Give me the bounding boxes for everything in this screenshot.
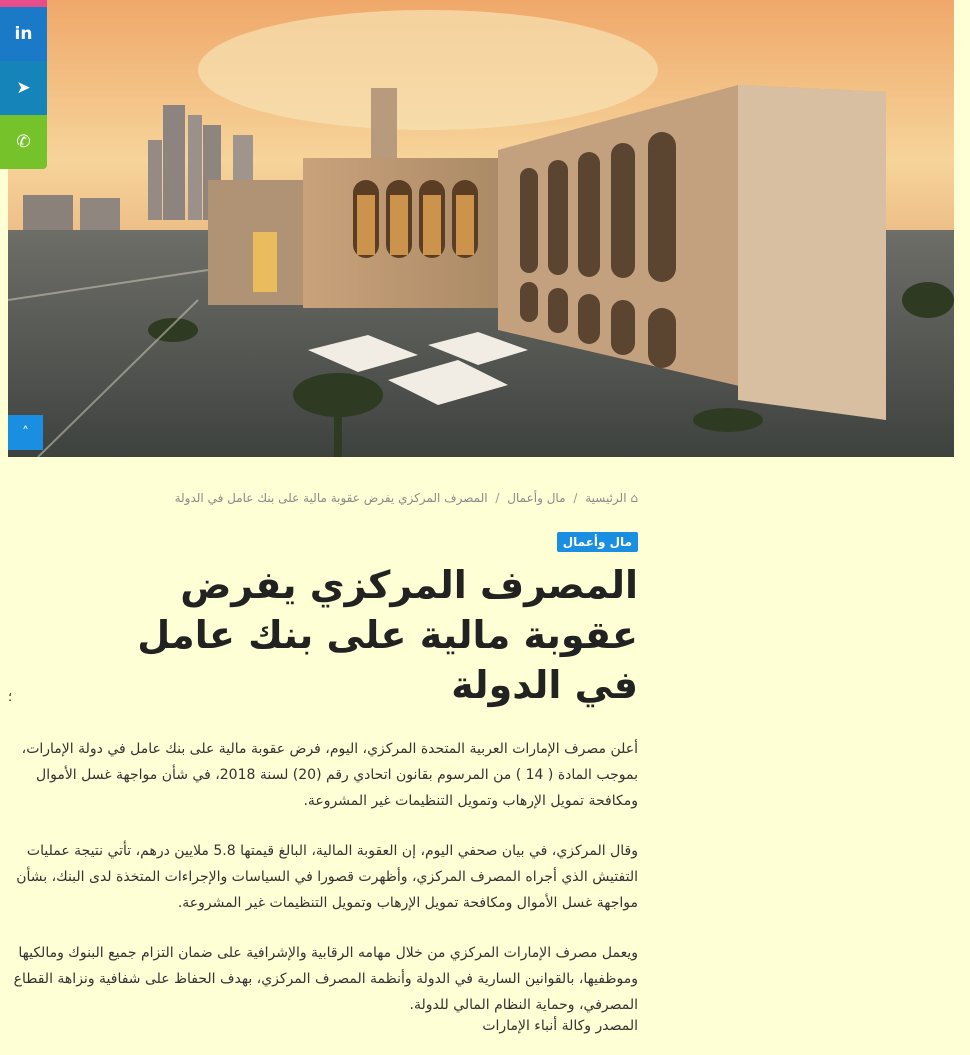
breadcrumb-current: المصرف المركزي يفرض عقوبة مالية على بنك عامل في الدولة: [174, 491, 488, 505]
article-title: المصرف المركزي يفرض عقوبة مالية على بنك عامل في الدولة: [137, 563, 638, 707]
whatsapp-icon: ✆: [16, 132, 31, 152]
breadcrumb-home-link[interactable]: الرئيسية: [585, 491, 627, 505]
telegram-icon: ➤: [16, 78, 31, 98]
category-badge[interactable]: مال وأعمال: [557, 532, 638, 552]
central-bank-building-illustration: [8, 0, 954, 457]
share-whatsapp-button[interactable]: [0, 115, 47, 169]
share-telegram-button[interactable]: [0, 61, 47, 115]
share-linkedin-button[interactable]: [0, 7, 47, 61]
linkedin-icon: in: [14, 24, 33, 44]
hero-image: [8, 0, 954, 457]
article-paragraph: أعلن مصرف الإمارات العربية المتحدة المركزي، اليوم، فرض عقوبة مالية على بنك عامل في دولة الإمارات، بموجب المادة ( 14 ) من المرسوم بقانون اتحادي رقم (20) لسنة 2018، في شأن مواجهة غسل الأموال ومكافحة تمويل الإرهاب وتمويل التنظيمات غير المشروعة.: [21, 741, 638, 809]
meta-separator: ؛: [8, 690, 13, 705]
share-bar-accent: [0, 0, 47, 7]
share-bar: [0, 0, 47, 169]
article-paragraph: ويعمل مصرف الإمارات المركزي من خلال مهامه الرقابية والإشرافية على ضمان التزام جميع البنوك ومالكيها وموظفيها، بالقوانين السارية في الدولة وأنظمة المصرف المركزي، بهدف الحفاظ على شفافية ونزاهة القطاع المصرفي، وحماية النظام المالي للدولة.: [13, 945, 638, 1013]
chevron-up-icon: ˄: [22, 424, 29, 441]
article-source: المصدر وكالة أنباء الإمارات: [482, 1018, 638, 1034]
home-icon: ⌂: [630, 491, 638, 505]
breadcrumb-separator: /: [495, 491, 500, 505]
back-to-top-button[interactable]: [8, 415, 43, 450]
breadcrumb: [175, 491, 638, 505]
article-paragraph: وقال المركزي، في بيان صحفي اليوم، إن العقوبة المالية، البالغ قيمتها 5.8 ملايين درهم، تأتي نتيجة عمليات التفتيش الذي أجراه المصرف المركزي، وأظهرت قصورا في السياسات والإجراءات المتخذة لدى البنك، بشأن مواجهة غسل الأموال ومكافحة تمويل الإرهاب وتمويل التنظيمات غير المشروعة.: [16, 843, 638, 911]
breadcrumb-separator: /: [573, 491, 578, 505]
breadcrumb-category-link[interactable]: مال وأعمال: [507, 491, 566, 505]
